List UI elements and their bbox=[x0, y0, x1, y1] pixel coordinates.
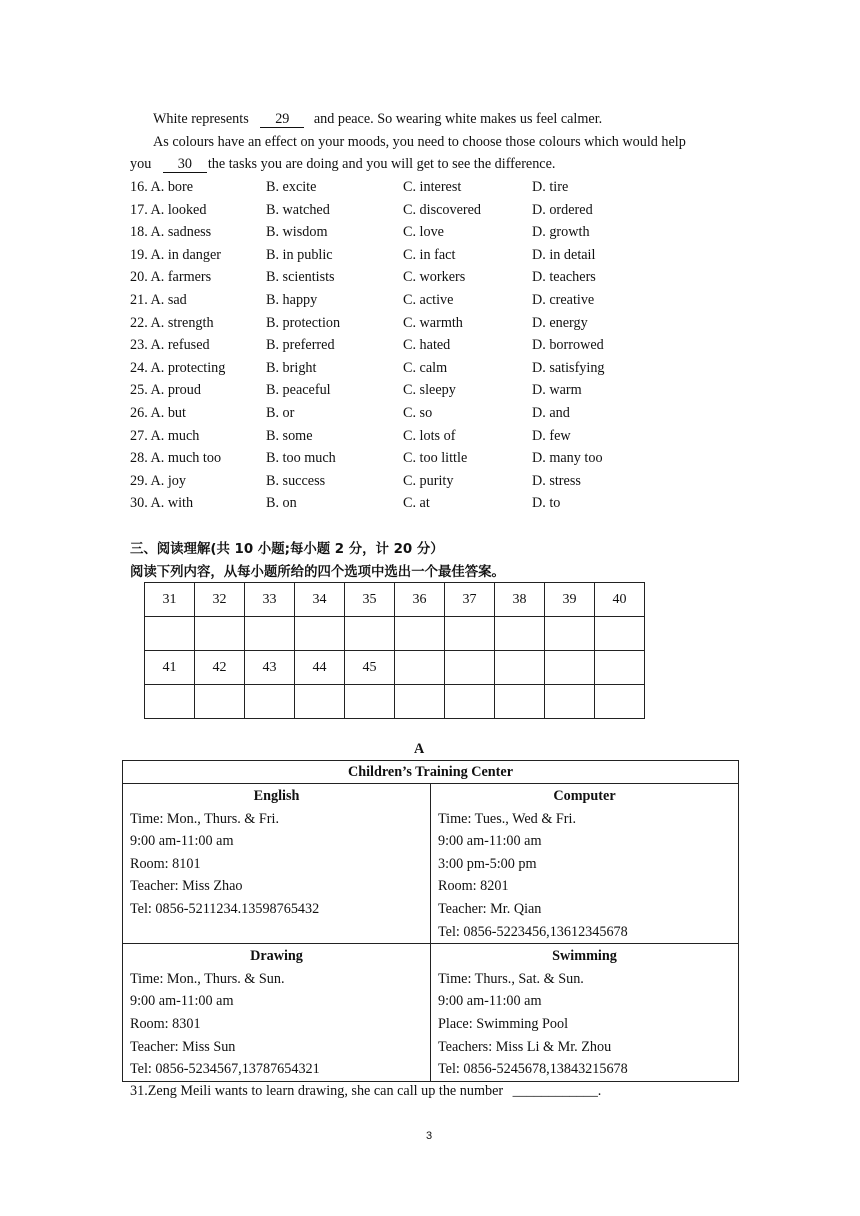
answer-number: 42 bbox=[195, 651, 245, 685]
option-row bbox=[130, 473, 770, 495]
option-choice: B. excite bbox=[266, 179, 317, 195]
answer-number: 35 bbox=[345, 583, 395, 617]
course-detail: Room: 8101 bbox=[130, 855, 201, 872]
answer-grid bbox=[144, 582, 645, 719]
option-choice: B. in public bbox=[266, 246, 333, 263]
course-detail: 3:00 pm-5:00 pm bbox=[438, 855, 537, 872]
section-heading: 三、阅读理解(共 10 小题;每小题 2 分，计 20 分） bbox=[130, 542, 444, 557]
option-choice: B. happy bbox=[266, 292, 318, 308]
option-choice: B. protection bbox=[266, 314, 341, 331]
passage-text: and peace. So wearing white makes us feel calmer. bbox=[313, 111, 603, 127]
course-drawing bbox=[123, 944, 431, 1082]
answer-grid-blank-row bbox=[145, 685, 645, 719]
option-choice: D. to bbox=[532, 495, 561, 512]
option-choice: D. growth bbox=[532, 224, 590, 241]
page-number: 3 bbox=[426, 1130, 433, 1142]
course-detail: 9:00 am-11:00 am bbox=[438, 833, 542, 850]
answer-number: 31 bbox=[145, 583, 195, 617]
answer-number: 37 bbox=[445, 583, 495, 617]
section-instruction: 阅读下列内容，从每小题所给的四个选项中选出一个最佳答案。 bbox=[130, 565, 505, 580]
passage-line-3 bbox=[130, 156, 555, 173]
option-row bbox=[130, 247, 770, 269]
option-choice: C. in fact bbox=[403, 246, 456, 263]
option-choice: C. at bbox=[403, 495, 430, 512]
course-detail: Time: Mon., Thurs. & Sun. bbox=[130, 970, 285, 987]
option-row bbox=[130, 450, 770, 472]
answer-number: 45 bbox=[345, 651, 395, 685]
option-choice: D. teachers bbox=[532, 269, 596, 286]
option-row bbox=[130, 337, 770, 359]
option-row bbox=[130, 315, 770, 337]
passage-line-1 bbox=[153, 111, 602, 128]
course-title: Computer bbox=[553, 788, 616, 804]
question-text: 31.Zeng Meili wants to learn drawing, she can call up the number bbox=[130, 1083, 504, 1099]
passage-text: the tasks you are doing and you will get to see the difference. bbox=[207, 156, 556, 172]
option-choice: D. and bbox=[532, 405, 570, 421]
option-choice: C. active bbox=[403, 292, 454, 308]
option-choice: B. success bbox=[266, 472, 326, 489]
answer-blank: ____________. bbox=[512, 1083, 602, 1099]
option-choice: 17. A. looked bbox=[130, 201, 207, 218]
course-swimming bbox=[431, 944, 739, 1082]
option-choice: 29. A. joy bbox=[130, 472, 186, 489]
course-detail: Time: Tues., Wed & Fri. bbox=[438, 810, 577, 827]
answer-cell bbox=[345, 617, 395, 651]
course-detail: Tel: 0856-5223456,13612345678 bbox=[438, 923, 628, 940]
option-row bbox=[130, 292, 770, 314]
option-choice: 20. A. farmers bbox=[130, 269, 212, 286]
course-detail: Teacher: Miss Zhao bbox=[130, 878, 243, 895]
answer-number bbox=[595, 651, 645, 685]
option-choice: 30. A. with bbox=[130, 495, 194, 512]
answer-cell bbox=[145, 685, 195, 719]
option-row bbox=[130, 360, 770, 382]
option-choice: C. purity bbox=[403, 472, 454, 489]
option-choice: C. interest bbox=[403, 179, 462, 195]
answer-cell bbox=[245, 617, 295, 651]
option-row bbox=[130, 224, 770, 246]
option-choice: C. too little bbox=[403, 450, 468, 467]
option-choice: 23. A. refused bbox=[130, 337, 210, 354]
answer-cell bbox=[395, 617, 445, 651]
option-choice: B. wisdom bbox=[266, 224, 328, 241]
option-choice: D. warm bbox=[532, 382, 582, 399]
answer-cell bbox=[545, 617, 595, 651]
course-detail: Tel: 0856-5234567,13787654321 bbox=[130, 1061, 320, 1078]
answer-cell bbox=[295, 685, 345, 719]
option-choice: B. too much bbox=[266, 450, 336, 467]
course-detail: Time: Thurs., Sat. & Sun. bbox=[438, 970, 584, 987]
answer-number: 32 bbox=[195, 583, 245, 617]
option-row bbox=[130, 269, 770, 291]
answer-number: 40 bbox=[595, 583, 645, 617]
answer-number bbox=[545, 651, 595, 685]
answer-number: 41 bbox=[145, 651, 195, 685]
answer-number: 39 bbox=[545, 583, 595, 617]
course-detail: Teachers: Miss Li & Mr. Zhou bbox=[438, 1038, 612, 1055]
answer-grid-blank-row bbox=[145, 617, 645, 651]
option-choice: D. ordered bbox=[532, 201, 593, 218]
answer-number: 33 bbox=[245, 583, 295, 617]
course-detail: Room: 8301 bbox=[130, 1015, 201, 1032]
course-detail: 9:00 am-11:00 am bbox=[130, 833, 234, 850]
option-row bbox=[130, 428, 770, 450]
option-choice: 18. A. sadness bbox=[130, 224, 212, 241]
option-choice: D. energy bbox=[532, 314, 588, 331]
course-title: Drawing bbox=[250, 948, 303, 965]
option-row bbox=[130, 179, 770, 201]
answer-number: 36 bbox=[395, 583, 445, 617]
option-choice: C. love bbox=[403, 224, 444, 241]
course-detail: Room: 8201 bbox=[438, 878, 509, 895]
option-choice: C. warmth bbox=[403, 314, 463, 331]
option-choice: C. hated bbox=[403, 337, 451, 354]
option-choice: D. satisfying bbox=[532, 359, 605, 376]
option-choice: 27. A. much bbox=[130, 427, 200, 444]
option-choice: 16. A. bore bbox=[130, 179, 194, 195]
answer-number: 44 bbox=[295, 651, 345, 685]
answer-number bbox=[495, 651, 545, 685]
blank-29: 29 bbox=[260, 112, 304, 128]
answer-cell bbox=[245, 685, 295, 719]
option-choice: B. some bbox=[266, 427, 313, 444]
option-choice: 25. A. proud bbox=[130, 382, 201, 399]
course-detail: Teacher: Mr. Qian bbox=[438, 900, 542, 917]
course-detail: Tel: 0856-5245678,13843215678 bbox=[438, 1061, 628, 1078]
passage-label: A bbox=[414, 741, 425, 757]
option-choice: 22. A. strength bbox=[130, 314, 214, 331]
option-choice: C. so bbox=[403, 405, 433, 421]
answer-number: 43 bbox=[245, 651, 295, 685]
course-computer bbox=[431, 784, 739, 944]
table-title: Children’s Training Center bbox=[123, 761, 739, 784]
answer-cell bbox=[295, 617, 345, 651]
option-choice: C. discovered bbox=[403, 201, 482, 218]
option-choice: D. few bbox=[532, 427, 571, 444]
option-row bbox=[130, 382, 770, 404]
answer-number: 38 bbox=[495, 583, 545, 617]
option-choice: C. calm bbox=[403, 359, 448, 376]
course-detail: Tel: 0856-5211234.13598765432 bbox=[130, 900, 320, 917]
question-31 bbox=[130, 1083, 601, 1100]
option-choice: B. bright bbox=[266, 359, 317, 376]
passage-text: you bbox=[130, 156, 152, 172]
passage-text: White represents bbox=[153, 111, 249, 127]
option-choice: 21. A. sad bbox=[130, 292, 187, 308]
option-row bbox=[130, 495, 770, 517]
option-choice: B. scientists bbox=[266, 269, 335, 286]
option-row bbox=[130, 405, 770, 427]
option-choice: B. preferred bbox=[266, 337, 335, 354]
answer-cell bbox=[595, 617, 645, 651]
option-choice: 19. A. in danger bbox=[130, 246, 222, 263]
course-title: English bbox=[253, 788, 300, 804]
answer-cell bbox=[195, 685, 245, 719]
answer-number: 34 bbox=[295, 583, 345, 617]
training-center-table bbox=[122, 760, 739, 1082]
answer-cell bbox=[445, 685, 495, 719]
option-choice: B. peaceful bbox=[266, 382, 331, 399]
answer-grid-numbers-row bbox=[145, 651, 645, 685]
option-choice: C. lots of bbox=[403, 427, 456, 444]
course-detail: Teacher: Miss Sun bbox=[130, 1038, 236, 1055]
passage-line-2: As colours have an effect on your moods, you need to choose those colours which would help bbox=[153, 134, 686, 150]
option-choice: B. watched bbox=[266, 201, 330, 218]
answer-number bbox=[395, 651, 445, 685]
course-detail: 9:00 am-11:00 am bbox=[438, 993, 542, 1010]
option-choice: B. on bbox=[266, 495, 297, 512]
course-title: Swimming bbox=[552, 948, 617, 965]
option-choice: C. sleepy bbox=[403, 382, 456, 399]
answer-cell bbox=[495, 617, 545, 651]
answer-cell bbox=[545, 685, 595, 719]
blank-30: 30 bbox=[163, 157, 207, 173]
answer-cell bbox=[495, 685, 545, 719]
option-choice: D. tire bbox=[532, 179, 569, 195]
option-choice: D. stress bbox=[532, 472, 581, 489]
answer-cell bbox=[345, 685, 395, 719]
answer-cell bbox=[445, 617, 495, 651]
answer-number bbox=[445, 651, 495, 685]
answer-cell bbox=[595, 685, 645, 719]
course-detail: Place: Swimming Pool bbox=[438, 1015, 569, 1032]
answer-grid-numbers-row bbox=[145, 583, 645, 617]
option-choice: C. workers bbox=[403, 269, 466, 286]
answer-cell bbox=[145, 617, 195, 651]
answer-cell bbox=[395, 685, 445, 719]
option-choice: D. in detail bbox=[532, 246, 596, 263]
option-choice: D. many too bbox=[532, 450, 603, 467]
option-choice: 24. A. protecting bbox=[130, 359, 226, 376]
course-detail: Time: Mon., Thurs. & Fri. bbox=[130, 810, 279, 827]
option-choice: D. borrowed bbox=[532, 337, 604, 354]
option-choice: D. creative bbox=[532, 292, 595, 308]
option-choice: 26. A. but bbox=[130, 405, 186, 421]
answer-cell bbox=[195, 617, 245, 651]
course-detail: 9:00 am-11:00 am bbox=[130, 993, 234, 1010]
option-row bbox=[130, 202, 770, 224]
option-choice: B. or bbox=[266, 405, 295, 421]
option-choice: 28. A. much too bbox=[130, 450, 222, 467]
course-english bbox=[123, 784, 431, 944]
